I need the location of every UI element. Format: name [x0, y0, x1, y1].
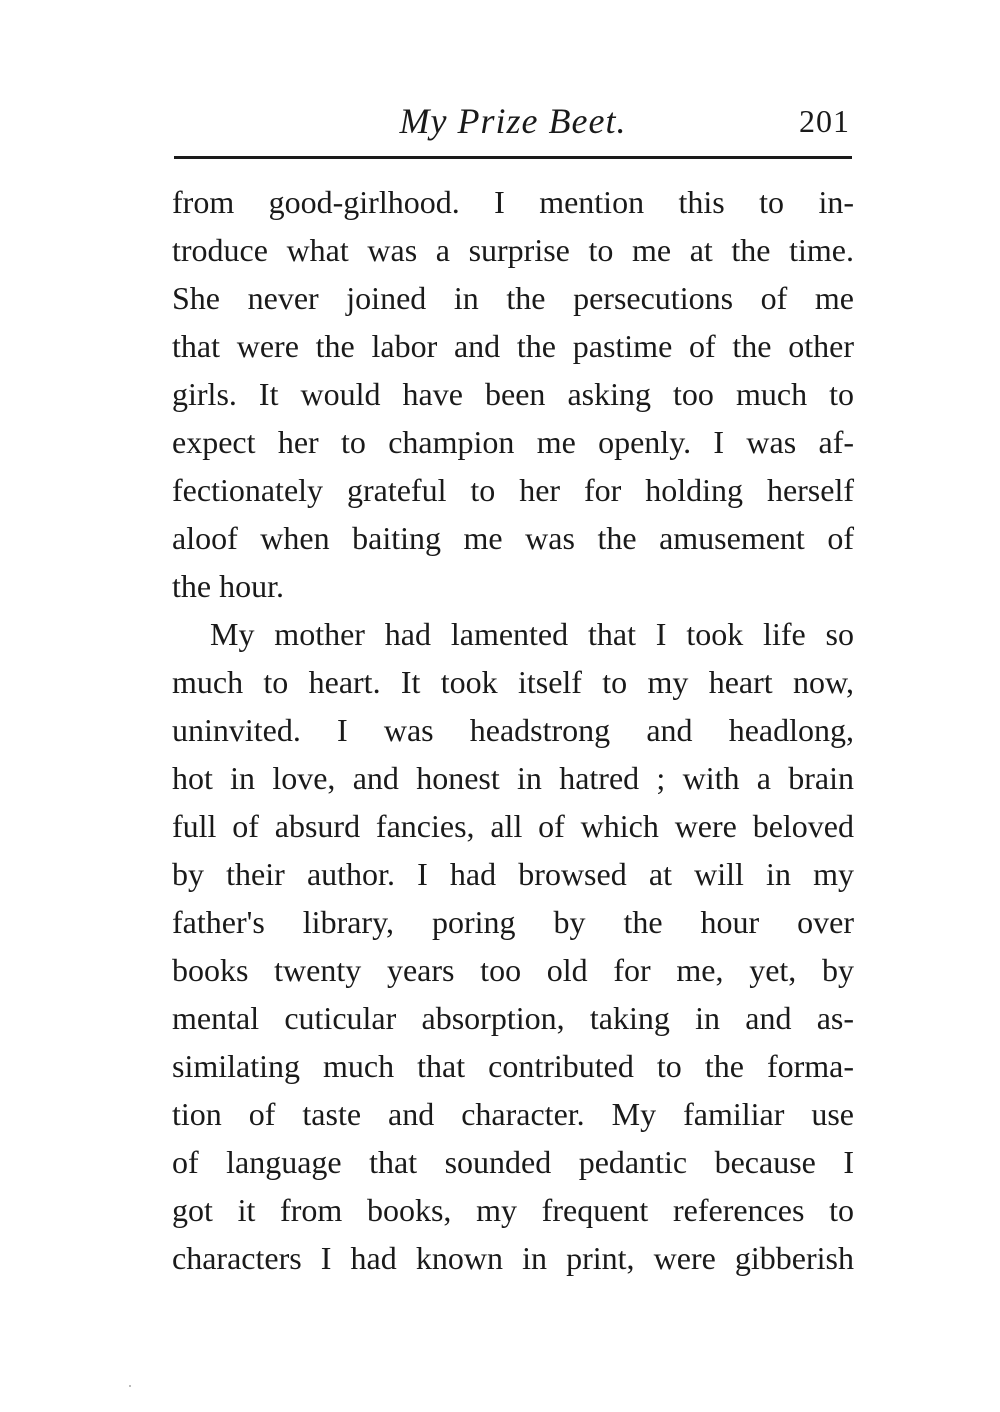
text-line: fectionately grateful to her for holding herself	[172, 472, 854, 508]
text-line: uninvited. I was headstrong and headlong,	[172, 712, 854, 748]
text-line: mental cuticular absorption, taking in and as-	[172, 1000, 854, 1036]
text-line: of language that sounded pedantic because I	[172, 1144, 854, 1180]
text-line: the hour.	[172, 568, 284, 604]
text-line: similating much that contributed to the forma-	[172, 1048, 854, 1084]
paragraph-2	[172, 610, 854, 1282]
text-line: troduce what was a surprise to me at the time.	[172, 232, 854, 268]
text-line: got it from books, my frequent references to	[172, 1192, 854, 1228]
text-line: books twenty years too old for me, yet, by	[172, 952, 854, 988]
text-line: tion of taste and character. My familiar use	[172, 1096, 854, 1132]
text-line: from good-girlhood. I mention this to in-	[172, 184, 854, 220]
paragraph-1	[172, 178, 854, 610]
header-rule	[174, 156, 852, 159]
text-line: expect her to champion me openly. I was af-	[172, 424, 854, 460]
text-line: father's library, poring by the hour over	[172, 904, 854, 940]
text-line: She never joined in the persecutions of me	[172, 280, 854, 316]
text-line: by their author. I had browsed at will in my	[172, 856, 854, 892]
running-title: My Prize Beet.	[399, 101, 627, 141]
body-text	[172, 178, 854, 1282]
text-line: aloof when baiting me was the amusement of	[172, 520, 854, 556]
text-line: hot in love, and honest in hatred ; with a brain	[172, 760, 854, 796]
scan-speck	[129, 1385, 131, 1387]
running-head	[172, 96, 854, 146]
text-line: characters I had known in print, were gibberish	[172, 1240, 854, 1276]
text-line: full of absurd fancies, all of which were beloved	[172, 808, 854, 844]
text-line: much to heart. It took itself to my heart now,	[172, 664, 854, 700]
text-line: My mother had lamented that I took life so	[210, 616, 854, 652]
text-line: that were the labor and the pastime of the other	[172, 328, 854, 364]
page-number: 201	[799, 103, 850, 139]
text-line: girls. It would have been asking too much to	[172, 376, 854, 412]
